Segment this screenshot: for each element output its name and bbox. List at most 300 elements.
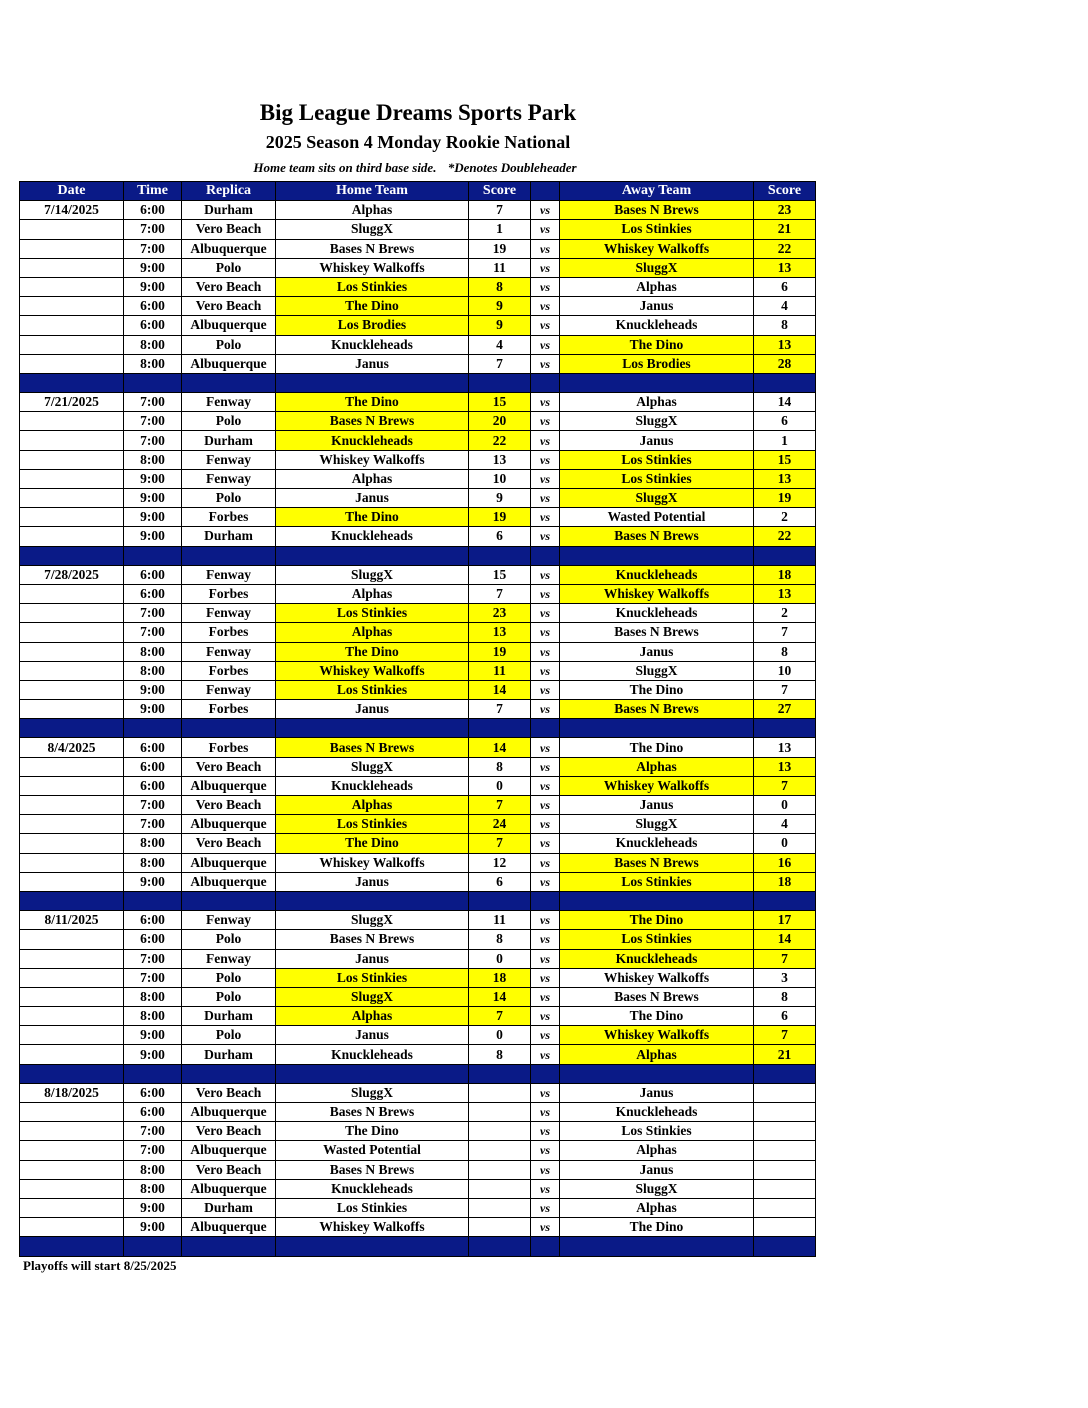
table-row [20,489,816,508]
game-date [20,1122,124,1141]
away-team: The Dino [560,1218,754,1237]
home-score: 13 [469,623,531,642]
away-team: SluggX [560,1179,754,1198]
separator-cell [531,1064,560,1083]
home-team: Alphas [276,623,469,642]
game-date: 7/14/2025 [20,201,124,220]
home-team: Los Stinkies [276,680,469,699]
away-score: 14 [754,930,816,949]
game-date [20,853,124,872]
table-row [20,757,816,776]
home-score: 0 [469,949,531,968]
away-score: 7 [754,949,816,968]
col-time: Time [124,182,182,201]
away-score: 19 [754,489,816,508]
away-score: 13 [754,584,816,603]
game-time: 8:00 [124,354,182,373]
vs-label: vs [531,642,560,661]
separator-cell [182,1237,276,1256]
vs-label: vs [531,738,560,757]
game-date [20,949,124,968]
home-team: Bases N Brews [276,930,469,949]
vs-label: vs [531,1160,560,1179]
game-date [20,527,124,546]
game-time: 8:00 [124,642,182,661]
col-replica: Replica [182,182,276,201]
home-score: 23 [469,604,531,623]
game-field: Fenway [182,911,276,930]
table-row [20,450,816,469]
vs-label: vs [531,297,560,316]
separator-cell [469,1237,531,1256]
table-row [20,393,816,412]
game-field: Vero Beach [182,297,276,316]
away-team: Alphas [560,757,754,776]
vs-label: vs [531,1122,560,1141]
home-score: 7 [469,700,531,719]
separator-cell [20,1064,124,1083]
table-row [20,968,816,987]
home-score: 22 [469,431,531,450]
game-time: 6:00 [124,584,182,603]
vs-label: vs [531,911,560,930]
game-date [20,661,124,680]
game-date: 7/28/2025 [20,565,124,584]
game-date [20,431,124,450]
table-row [20,1045,816,1064]
doubleheader-note: *Denotes Doubleheader [447,160,577,175]
home-score: 8 [469,757,531,776]
home-team: The Dino [276,393,469,412]
game-field: Vero Beach [182,1122,276,1141]
away-score: 13 [754,335,816,354]
game-time: 9:00 [124,1198,182,1217]
week-separator [20,1064,816,1083]
vs-label: vs [531,450,560,469]
table-row [20,776,816,795]
game-field: Albuquerque [182,872,276,891]
away-team: Whiskey Walkoffs [560,584,754,603]
vs-label: vs [531,1007,560,1026]
game-date [20,642,124,661]
separator-cell [560,1064,754,1083]
separator-cell [124,546,182,565]
game-field: Albuquerque [182,354,276,373]
vs-label: vs [531,1141,560,1160]
table-row [20,930,816,949]
game-date [20,1141,124,1160]
away-score: 1 [754,431,816,450]
away-score: 7 [754,776,816,795]
home-team: SluggX [276,911,469,930]
separator-cell [754,719,816,738]
game-field: Polo [182,968,276,987]
game-time: 9:00 [124,1026,182,1045]
game-field: Polo [182,335,276,354]
game-date [20,872,124,891]
home-team: Janus [276,872,469,891]
home-score: 10 [469,469,531,488]
game-field: Durham [182,1007,276,1026]
home-team: Los Stinkies [276,277,469,296]
home-score: 6 [469,872,531,891]
away-team: Los Brodies [560,354,754,373]
separator-cell [124,373,182,392]
home-team: Los Stinkies [276,604,469,623]
game-date [20,1218,124,1237]
home-team: Knuckleheads [276,527,469,546]
away-score: 14 [754,393,816,412]
away-score: 15 [754,450,816,469]
table-row [20,1141,816,1160]
home-team: Wasted Potential [276,1141,469,1160]
home-team: SluggX [276,220,469,239]
home-team: SluggX [276,757,469,776]
table-row [20,911,816,930]
home-team: Whiskey Walkoffs [276,661,469,680]
separator-cell [531,1237,560,1256]
game-time: 7:00 [124,393,182,412]
home-team-note: Home team sits on third base side. [253,160,437,175]
game-time: 9:00 [124,680,182,699]
col-home-team: Home Team [276,182,469,201]
away-score: 7 [754,1026,816,1045]
home-team: SluggX [276,987,469,1006]
away-team: SluggX [560,489,754,508]
game-date [20,469,124,488]
home-team: Los Brodies [276,316,469,335]
game-time: 7:00 [124,604,182,623]
game-date [20,604,124,623]
home-team: The Dino [276,297,469,316]
away-score [754,1198,816,1217]
separator-cell [531,546,560,565]
separator-cell [469,719,531,738]
separator-cell [560,1237,754,1256]
game-date [20,834,124,853]
away-team: Alphas [560,277,754,296]
table-row [20,661,816,680]
game-time: 6:00 [124,930,182,949]
game-field: Forbes [182,738,276,757]
game-time: 7:00 [124,1122,182,1141]
home-score: 9 [469,316,531,335]
game-field: Polo [182,1026,276,1045]
home-team: Knuckleheads [276,1045,469,1064]
vs-label: vs [531,431,560,450]
home-score: 19 [469,642,531,661]
table-row [20,565,816,584]
game-time: 6:00 [124,565,182,584]
game-field: Vero Beach [182,220,276,239]
away-score: 10 [754,661,816,680]
separator-cell [754,1237,816,1256]
game-date [20,1198,124,1217]
home-score: 13 [469,450,531,469]
separator-cell [20,373,124,392]
vs-label: vs [531,201,560,220]
home-score [469,1160,531,1179]
home-team: The Dino [276,642,469,661]
away-team: Wasted Potential [560,508,754,527]
game-field: Vero Beach [182,834,276,853]
home-score: 9 [469,297,531,316]
game-field: Durham [182,201,276,220]
table-row [20,508,816,527]
home-score: 14 [469,987,531,1006]
home-team: Alphas [276,469,469,488]
away-score: 22 [754,239,816,258]
home-score: 11 [469,911,531,930]
game-time: 6:00 [124,316,182,335]
game-field: Durham [182,1198,276,1217]
game-time: 8:00 [124,853,182,872]
away-score: 3 [754,968,816,987]
home-score: 9 [469,489,531,508]
away-team: Los Stinkies [560,450,754,469]
separator-cell [531,719,560,738]
separator-cell [276,1237,469,1256]
home-score: 0 [469,776,531,795]
game-time: 8:00 [124,834,182,853]
separator-cell [124,719,182,738]
game-field: Fenway [182,949,276,968]
table-row [20,584,816,603]
week-separator [20,546,816,565]
vs-label: vs [531,220,560,239]
home-score [469,1122,531,1141]
table-row [20,680,816,699]
game-date [20,335,124,354]
game-time: 6:00 [124,1103,182,1122]
game-field: Albuquerque [182,1141,276,1160]
separator-cell [754,373,816,392]
game-time: 6:00 [124,201,182,220]
away-score [754,1083,816,1102]
home-score: 6 [469,527,531,546]
table-row [20,834,816,853]
away-score: 8 [754,316,816,335]
game-field: Albuquerque [182,853,276,872]
game-date [20,297,124,316]
table-row [20,316,816,335]
away-team: The Dino [560,680,754,699]
header-row [20,182,816,201]
vs-label: vs [531,565,560,584]
home-score: 15 [469,565,531,584]
home-score: 11 [469,661,531,680]
game-date [20,220,124,239]
separator-cell [276,891,469,910]
away-team: Janus [560,1160,754,1179]
game-date [20,1179,124,1198]
vs-label: vs [531,584,560,603]
game-field: Albuquerque [182,1103,276,1122]
away-team: Janus [560,431,754,450]
game-field: Durham [182,527,276,546]
away-team: SluggX [560,412,754,431]
away-team: Bases N Brews [560,987,754,1006]
game-field: Albuquerque [182,1179,276,1198]
game-time: 6:00 [124,757,182,776]
page-title: Big League Dreams Sports Park [259,100,577,125]
game-time: 7:00 [124,949,182,968]
game-time: 9:00 [124,527,182,546]
home-team: Bases N Brews [276,239,469,258]
separator-cell [182,719,276,738]
away-score: 4 [754,815,816,834]
game-date [20,354,124,373]
away-team: Knuckleheads [560,949,754,968]
game-date [20,1160,124,1179]
home-score: 7 [469,1007,531,1026]
col-away-score: Score [754,182,816,201]
game-date: 7/21/2025 [20,393,124,412]
home-team: Los Stinkies [276,815,469,834]
game-date [20,776,124,795]
game-field: Durham [182,431,276,450]
vs-label: vs [531,393,560,412]
vs-label: vs [531,239,560,258]
vs-label: vs [531,508,560,527]
away-score: 16 [754,853,816,872]
home-team: Janus [276,1026,469,1045]
game-field: Vero Beach [182,277,276,296]
game-time: 7:00 [124,968,182,987]
home-team: Knuckleheads [276,431,469,450]
separator-cell [531,373,560,392]
game-time: 9:00 [124,1218,182,1237]
game-time: 9:00 [124,872,182,891]
game-time: 7:00 [124,239,182,258]
vs-label: vs [531,930,560,949]
away-team: Janus [560,297,754,316]
game-time: 6:00 [124,1083,182,1102]
home-score: 20 [469,412,531,431]
separator-cell [182,373,276,392]
home-score [469,1218,531,1237]
vs-label: vs [531,757,560,776]
table-row [20,1160,816,1179]
away-team: Alphas [560,1198,754,1217]
table-row [20,258,816,277]
separator-cell [276,719,469,738]
game-time: 7:00 [124,1141,182,1160]
home-team: Janus [276,354,469,373]
table-row [20,1083,816,1102]
game-time: 8:00 [124,1007,182,1026]
table-row [20,623,816,642]
away-score: 28 [754,354,816,373]
home-score: 8 [469,930,531,949]
vs-label: vs [531,700,560,719]
table-row [20,738,816,757]
away-score: 6 [754,412,816,431]
home-team: SluggX [276,565,469,584]
game-time: 9:00 [124,508,182,527]
col-vs [531,182,560,201]
game-field: Polo [182,987,276,1006]
game-field: Vero Beach [182,1160,276,1179]
away-team: SluggX [560,258,754,277]
game-field: Fenway [182,642,276,661]
home-team: Alphas [276,201,469,220]
away-score: 13 [754,757,816,776]
game-date [20,239,124,258]
away-team: Whiskey Walkoffs [560,1026,754,1045]
home-score [469,1083,531,1102]
game-field: Fenway [182,450,276,469]
separator-cell [124,1064,182,1083]
table-row [20,949,816,968]
away-score [754,1141,816,1160]
separator-cell [469,373,531,392]
game-date [20,1007,124,1026]
separator-cell [20,891,124,910]
home-score: 0 [469,1026,531,1045]
table-row [20,239,816,258]
separator-cell [124,1237,182,1256]
away-score [754,1103,816,1122]
game-field: Fenway [182,393,276,412]
vs-label: vs [531,412,560,431]
separator-cell [20,719,124,738]
vs-label: vs [531,469,560,488]
home-team: Bases N Brews [276,1160,469,1179]
vs-label: vs [531,623,560,642]
game-field: Forbes [182,508,276,527]
schedule-table [19,181,816,1257]
away-team: Los Stinkies [560,930,754,949]
away-score: 8 [754,642,816,661]
home-score [469,1103,531,1122]
game-date [20,700,124,719]
vs-label: vs [531,258,560,277]
game-field: Fenway [182,680,276,699]
away-team: Janus [560,642,754,661]
away-team: Bases N Brews [560,853,754,872]
home-score [469,1141,531,1160]
game-time: 7:00 [124,815,182,834]
home-team: Alphas [276,584,469,603]
away-team: Alphas [560,1045,754,1064]
table-row [20,469,816,488]
home-score: 19 [469,239,531,258]
game-date [20,1026,124,1045]
game-date [20,277,124,296]
home-score: 8 [469,1045,531,1064]
home-team: Bases N Brews [276,738,469,757]
table-row [20,1026,816,1045]
game-field: Albuquerque [182,1218,276,1237]
col-home-score: Score [469,182,531,201]
separator-cell [182,891,276,910]
away-team: Knuckleheads [560,604,754,623]
game-field: Polo [182,489,276,508]
home-score: 14 [469,680,531,699]
away-team: The Dino [560,1007,754,1026]
separator-cell [182,1064,276,1083]
away-team: Bases N Brews [560,623,754,642]
home-team: The Dino [276,508,469,527]
home-team: Janus [276,489,469,508]
separator-cell [276,546,469,565]
away-score: 13 [754,738,816,757]
table-row [20,1198,816,1217]
separator-cell [754,1064,816,1083]
home-team: Alphas [276,796,469,815]
vs-label: vs [531,277,560,296]
